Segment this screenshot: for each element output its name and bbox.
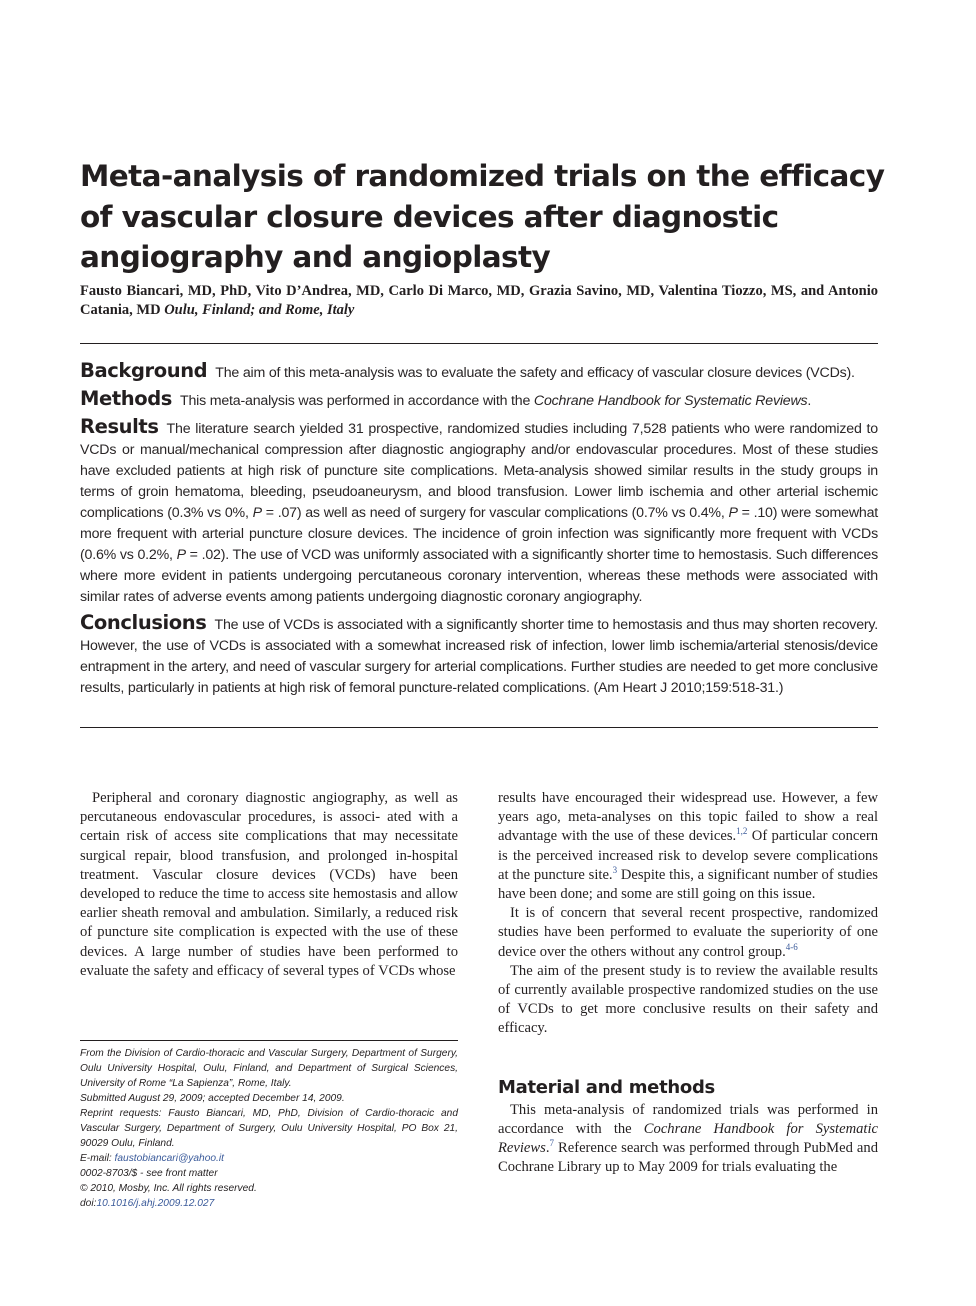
paragraph-text: It is of concern that several recent prospective, randomized studies have been performed to evaluate the superiority of one device over the others without any control group. [498, 905, 878, 960]
email-label: E-mail: [80, 1153, 115, 1164]
body-paragraph: The aim of the present study is to review the available results of currently available prospective randomized studies on the use of VCDs to get more conclusive results on their safety and efficacy. [498, 962, 878, 1037]
abstract-background [80, 360, 878, 384]
right-column [498, 789, 878, 1178]
intro-paragraph: Peripheral and coronary diagnostic angiography, as well as percutaneous endovascular procedures, is associ- ated with a certain risk of access site complications that may necessitate surgical repair, blood transfusion, and prolonged in-hospital treatment. Vascular closure devices (VCDs) have been developed to reduce the time to access site hemostasis and allow earlier sheath removal and ambulation. Similarly, a reduced risk of puncture site complication is expected with the use of these devices. A large number of studies have been performed to evaluate the safety and efficacy of several types of VCDs whose [80, 790, 458, 979]
paragraph-text: Of particular concern is the perceived increased risk to develop severe complications at the puncture site. [498, 828, 879, 883]
citation-ref[interactable]: 1,2 [736, 826, 748, 837]
abstract-conclusions [80, 612, 878, 699]
footnotes [80, 1046, 458, 1211]
doi-link[interactable]: 10.1016/j.ahj.2009.12.027 [96, 1198, 215, 1209]
p-value-label: P [728, 505, 738, 521]
issn-note: 0002-8703/$ - see front matter [80, 1168, 218, 1179]
paragraph-text: Reference search was performed through PubMed and Cochrane Library up to May 2009 for trials evaluating the [498, 1140, 878, 1176]
results-text: = .02). The use of VCD was uniformly associated with a significantly shorter time to hemostasis. Such differences where more evident in patients undergoing percutaneous coronary intervention, whereas these methods were associated with similar rates of adverse events among patients undergoing diagnostic coronary angiography. [80, 547, 878, 605]
body-paragraph [498, 789, 878, 904]
results-text: The literature search yielded 31 prospective, randomized studies including 7,528 patients who were randomized to VCDs or manual/mechanical compression after diagnostic angiography and/or endovascular procedures. Most of these studies have excluded patients at high risk of puncture site complications. Meta-analysis showed similar results in the study groups in terms of groin hematoma, bleeding, pseudoaneurysm, and blood transfusion. Lower limb ischemia and other arterial ischemic complications (0.3% vs 0%, [80, 421, 878, 521]
abstract [80, 360, 878, 703]
methods-text: This meta-analysis was performed in accordance with the [180, 393, 534, 409]
author-names: Fausto Biancari, MD, PhD, Vito D’Andrea, MD, Carlo Di Marco, MD, Grazia Savino, MD, Valentina Tiozzo, MS, and Antonio Catania, MD [80, 283, 878, 318]
p-value-label: P [252, 505, 262, 521]
paragraph-text: results have encouraged their widespread use. However, a few years ago, meta-analyses on this topic failed to show a real advantage with the use of these devices. [498, 790, 878, 845]
conclusions-text: The use of VCDs is associated with a significantly shorter time to hemostasis and thus may shorten recovery. However, the use of VCDs is associated with a somewhat increased risk of infection, lower limb ischemia/arterial stenosis/device entrapment in the artery, and need of vascular surgery for arterial complications. Further studies are needed to get more conclusive results, particularly in patients at high risk of femoral puncture-related complications. (Am Heart J 2010;159:518-31.) [80, 617, 878, 696]
citation-ref[interactable]: 7 [549, 1138, 554, 1149]
article-title: Meta-analysis of randomized trials on the efficacy of vascular closure devices after diagnostic angiography and angioplasty [80, 159, 885, 274]
doi-label: doi: [80, 1198, 97, 1209]
paragraph-text: This meta-analysis of randomized trials was performed in accordance with the [498, 1101, 878, 1138]
methods-heading: Methods [80, 387, 172, 410]
methods-text-end: . [807, 393, 812, 409]
citation-ref[interactable]: 4-6 [785, 941, 798, 952]
results-text: = .07) as well as need of surgery for vascular complications (0.7% vs 0.4%, [261, 505, 729, 521]
copyright-note: © 2010, Mosby, Inc. All rights reserved. [80, 1183, 257, 1194]
abstract-top-rule [80, 343, 878, 344]
paragraph-text: Despite this, a significant number of studies have been done; and some are still going on this issue. [498, 866, 878, 903]
left-column [80, 789, 458, 981]
footnote-rule [80, 1040, 458, 1041]
abstract-bottom-rule [80, 727, 878, 728]
body-paragraph: This meta-analysis of randomized trials was performed in accordance with the Cochrane Handbook for Systematic Reviews.$^7$ Reference search was performed through PubMed and Cochrane Library up to May 2009 for trials evaluating the [498, 1101, 878, 1176]
abstract-results [80, 416, 878, 608]
email-link[interactable]: faustobiancari@yahoo.it [114, 1153, 224, 1164]
body-paragraph [498, 904, 878, 962]
affiliation-note: From the Division of Cardio-thoracic and Vascular Surgery, Department of Surgery, Oulu University Hospital, Oulu, Finland, and Department of Surgical Sciences, University of Rome “La Sapienza”, Rome, Italy. [80, 1048, 458, 1089]
results-heading: Results [80, 415, 159, 438]
citation-ref[interactable]: 3 [612, 864, 618, 875]
methods-handbook-title: Cochrane Handbook for Systematic Reviews [533, 393, 808, 409]
results-text: = .10) were somewhat more frequent with arterial puncture closure devices. The incidence of groin infection was significantly more frequent with VCDs (0.6% vs 0.2%, [80, 505, 879, 563]
reprint-note: Reprint requests: Fausto Biancari, MD, PhD, Division of Cardio-thoracic and Vascular Surgery, Department of Surgery, Oulu University Hospital, PO Box 21, 90029 Oulu, Finland. [80, 1108, 458, 1149]
doi-note [80, 1196, 458, 1211]
background-text: The aim of this meta-analysis was to evaluate the safety and efficacy of vascular closure devices (VCDs). [215, 365, 855, 381]
author-location: Oulu, Finland; and Rome, Italy [164, 302, 355, 318]
p-value-label: P [176, 547, 186, 563]
author-list [80, 282, 878, 320]
handbook-title: Cochrane Handbook for Systematic Reviews [498, 1121, 878, 1157]
background-heading: Background [80, 359, 208, 382]
section-heading: Material and methods [498, 1076, 715, 1098]
conclusions-heading: Conclusions [80, 611, 207, 634]
abstract-methods [80, 388, 878, 412]
email-note [80, 1151, 458, 1166]
submission-note: Submitted August 29, 2009; accepted December 14, 2009. [80, 1093, 345, 1104]
